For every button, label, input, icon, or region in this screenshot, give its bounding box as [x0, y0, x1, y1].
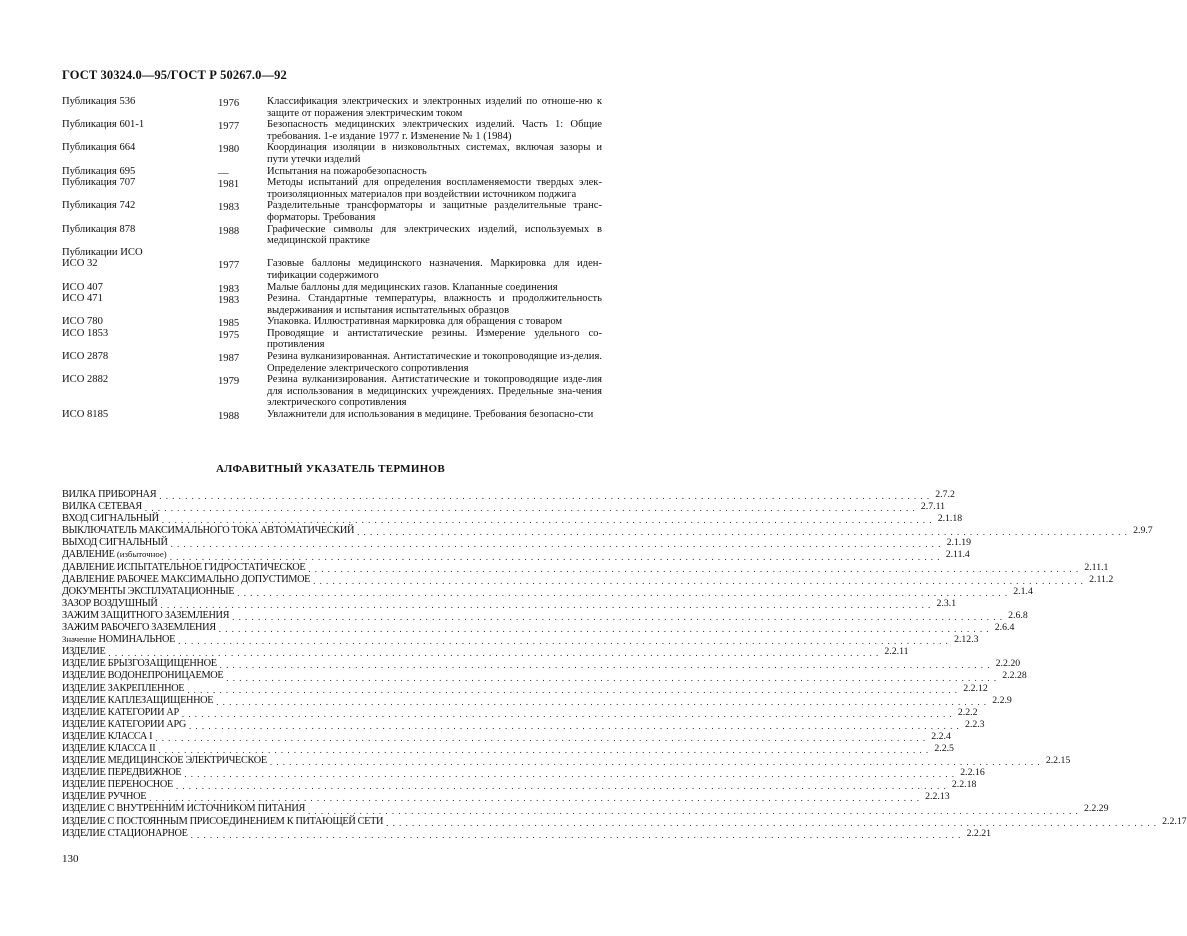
index-term-text: ИЗДЕЛИЕ ПЕРЕНОСНОЕ	[62, 779, 173, 791]
index-term	[62, 658, 217, 670]
index-row	[62, 561, 1109, 574]
index-term	[62, 779, 173, 791]
dot-leader: ........................................................................................................................	[188, 720, 963, 731]
dot-leader: ........................................................................................................................	[357, 527, 1132, 538]
index-term-text: ДАВЛЕНИЕ РАБОЧЕЕ МАКСИМАЛЬНО ДОПУСТИМОЕ	[62, 573, 311, 585]
index-row	[62, 501, 946, 514]
dot-leader: ........................................................................................................................	[307, 805, 1082, 816]
reference-description: Увлажнители для использования в медицине. Требования безопасно-сти	[267, 409, 594, 421]
index-clause-number: 2.11.4	[945, 549, 970, 561]
index-term-text: ИЗДЕЛИЕ С ВНУТРЕННИМ ИСТОЧНИКОМ ПИТАНИЯ	[62, 803, 305, 815]
index-clause-number: 2.11.1	[1084, 561, 1109, 573]
reference-row	[62, 200, 602, 223]
index-row	[62, 755, 1071, 768]
reference-publication: ИСО 1853	[62, 327, 109, 339]
reference-year: 1981	[218, 179, 240, 191]
dot-leader: ........................................................................................................................	[232, 612, 1007, 623]
index-clause-number: 2.2.21	[966, 827, 992, 839]
reference-publication: ИСО 8185	[62, 409, 109, 421]
index-term	[62, 548, 167, 561]
index-term-text: ИЗДЕЛИЕ С ПОСТОЯННЫМ ПРИСОЕДИНЕНИЕМ К ПИТАЮЩЕЙ СЕТИ	[62, 815, 384, 827]
index-row	[62, 573, 1114, 586]
index-term	[62, 525, 354, 537]
index-clause-number: 2.2.3	[964, 718, 985, 730]
dot-leader: ........................................................................................................................	[218, 624, 993, 635]
index-row	[62, 597, 957, 610]
index-term-text: ВХОД СИГНАЛЬНЫЙ	[62, 513, 159, 525]
dot-leader: ........................................................................................................................	[219, 660, 994, 671]
index-term-text: ЗАЖИМ ЗАЩИТНОГО ЗАЗЕМЛЕНИЯ	[62, 609, 230, 621]
reference-description: Проводящие и антистатические резины. Измерение удельного со-противления	[267, 327, 602, 351]
reference-row	[62, 166, 602, 178]
dot-leader: ........................................................................................................................	[190, 829, 965, 840]
index-clause-number: 2.2.17	[1162, 815, 1187, 827]
reference-publication: Публикация 707	[62, 177, 136, 189]
index-row	[62, 803, 1109, 816]
reference-publication: Публикация 878	[62, 223, 136, 235]
reference-year: 1987	[218, 353, 240, 365]
index-term-text: ИЗДЕЛИЕ БРЫЗГОЗАЩИЩЕННОЕ	[62, 658, 217, 670]
dot-leader: ........................................................................................................................	[175, 781, 950, 792]
index-row	[62, 525, 1153, 538]
index-term	[62, 646, 105, 658]
dot-leader: ........................................................................................................................	[158, 745, 933, 756]
index-term	[62, 562, 305, 574]
index-term	[62, 707, 179, 719]
dot-leader: ........................................................................................................................	[160, 599, 935, 610]
document-header: ГОСТ 30324.0—95/ГОСТ Р 50267.0—92	[62, 68, 287, 82]
index-term-note: (избыточное)	[116, 549, 167, 560]
index-term-prefix: Значение	[62, 634, 99, 645]
index-term	[62, 586, 234, 598]
index-term-text: ВЫКЛЮЧАТЕЛЬ МАКСИМАЛЬНОГО ТОКА АВТОМАТИЧЕСКИЙ	[62, 525, 355, 537]
index-clause-number: 2.2.11	[884, 646, 909, 658]
dot-leader: ........................................................................................................................	[178, 636, 953, 647]
index-clause-number: 2.2.4	[931, 730, 951, 742]
reference-description	[267, 247, 602, 259]
reference-year: 1983	[218, 202, 240, 214]
reference-publication: ИСО 780	[62, 316, 103, 328]
reference-year: 1977	[218, 260, 240, 272]
index-term-text: ВИЛКА ПРИБОРНАЯ	[62, 489, 157, 500]
index-term	[62, 574, 310, 586]
index-term-text: ДАВЛЕНИЕ	[62, 549, 115, 561]
index-term	[62, 598, 158, 610]
index-term	[62, 816, 383, 828]
index-row	[62, 489, 955, 502]
index-row	[62, 513, 963, 526]
reference-row	[62, 247, 602, 259]
dot-leader: ........................................................................................................................	[386, 817, 1161, 828]
index-term-text: ЗАЖИМ РАБОЧЕГО ЗАЗЕМЛЕНИЯ	[62, 622, 216, 634]
reference-publication: ИСО 32	[62, 258, 98, 270]
reference-publication: ИСО 2878	[62, 351, 109, 363]
dot-leader: ........................................................................................................................	[155, 732, 930, 743]
dot-leader: ........................................................................................................................	[237, 587, 1012, 598]
index-term-text: ИЗДЕЛИЕ МЕДИЦИНСКОЕ ЭЛЕКТРИЧЕСКОЕ	[62, 755, 267, 767]
reference-year: —	[218, 167, 229, 179]
reference-year: 1976	[218, 98, 240, 109]
reference-publication: Публикация 664	[62, 142, 136, 154]
index-row	[62, 658, 1021, 671]
index-row	[62, 609, 1028, 623]
index-term-text: ИЗДЕЛИЕ КЛАССА II	[62, 742, 156, 754]
reference-publication: ИСО 471	[62, 293, 103, 305]
index-clause-number: 2.7.11	[920, 501, 946, 513]
index-term	[62, 489, 156, 501]
reference-row	[62, 293, 602, 316]
reference-row	[62, 224, 602, 247]
index-term-text: ВЫХОД СИГНАЛЬНЫЙ	[62, 537, 168, 549]
reference-row	[62, 258, 602, 281]
reference-row	[62, 374, 602, 409]
index-clause-number: 2.6.8	[1008, 609, 1028, 621]
reference-row	[62, 96, 602, 119]
reference-year: 1983	[218, 283, 240, 295]
index-term-text: ИЗДЕЛИЕ СТАЦИОНАРНОЕ	[62, 827, 188, 839]
index-row	[62, 646, 909, 659]
index-clause-number: 2.2.12	[963, 682, 988, 694]
index-row	[62, 815, 1187, 828]
reference-description: Резина вулканизированная. Антистатические и токопроводящие из-делия. Определение электрического сопротивления	[267, 351, 602, 374]
reference-description: Разделительные трансформаторы и защитные разделительные транс-форматоры. Требования	[267, 200, 602, 223]
reference-description: Испытания на пожаробезопасность	[267, 165, 427, 177]
reference-description: Малые баллоны для медицинских газов. Клапанные соединения	[267, 281, 558, 293]
index-term	[62, 743, 155, 755]
reference-description: Координация изоляции в низковольтных системах, включая зазоры и пути утечки изделий	[267, 142, 602, 165]
reference-row	[62, 177, 602, 200]
index-clause-number: 2.3.1	[936, 597, 957, 609]
dot-leader: ........................................................................................................................	[269, 757, 1044, 768]
index-term	[62, 695, 213, 707]
dot-leader: ........................................................................................................................	[313, 575, 1088, 586]
reference-description: Упаковка. Иллюстративная маркировка для обращения с товаром	[267, 316, 563, 328]
index-clause-number: 2.1.18	[937, 513, 963, 525]
index-row	[62, 827, 992, 840]
dot-leader: ........................................................................................................................	[181, 708, 956, 719]
reference-year: 1975	[218, 329, 240, 341]
index-clause-number: 2.2.29	[1083, 803, 1109, 815]
reference-publication: Публикация 601-1	[62, 119, 145, 131]
reference-year: 1983	[218, 295, 240, 307]
index-clause-number: 2.1.4	[1013, 585, 1033, 597]
index-row	[62, 706, 978, 719]
index-term	[62, 719, 186, 731]
index-clause-number: 2.2.16	[960, 767, 985, 779]
index-term-text: ИЗДЕЛИЕ КЛАССА I	[62, 730, 153, 742]
dot-leader: ........................................................................................................................	[170, 539, 945, 550]
reference-description: Газовые баллоны медицинского назначения. Маркировка для иден-тификации содержимого	[267, 258, 602, 281]
dot-leader: ........................................................................................................................	[159, 491, 934, 502]
index-term	[62, 670, 223, 682]
reference-description: Методы испытаний для определения воспламеняемости твердых элек-троизоляционных материалов при воздействии источником поджига	[267, 177, 602, 200]
index-term-text: ИЗДЕЛИЕ РУЧНОЕ	[62, 791, 147, 803]
dot-leader: ........................................................................................................................	[184, 769, 959, 780]
index-clause-number: 2.2.15	[1045, 755, 1071, 767]
dot-leader: ........................................................................................................................	[161, 515, 936, 526]
reference-row	[62, 119, 602, 142]
reference-description: Классификация электрических и электронных изделий по отноше-ню к защите от поражения электрическим током	[267, 96, 602, 119]
index-clause-number: 2.2.9	[992, 694, 1012, 706]
index-term-text: ИЗДЕЛИЕ КАТЕГОРИИ AP	[62, 706, 179, 718]
reference-year: 1979	[218, 376, 240, 388]
index-clause-number: 2.6.4	[994, 622, 1015, 634]
reference-row	[62, 328, 602, 351]
index-term-text: ДОКУМЕНТЫ ЭКСПЛУАТАЦИОННЫЕ	[62, 585, 235, 597]
index-row	[62, 742, 954, 756]
index-row	[62, 718, 985, 731]
index-clause-number: 2.9.7	[1133, 525, 1153, 537]
index-term-text: ИЗДЕЛИЕ ПЕРЕДВИЖНОЕ	[62, 767, 182, 779]
reference-publication: ИСО 407	[62, 281, 103, 293]
index-term	[62, 803, 305, 815]
page-number: 130	[62, 853, 79, 865]
index-term-text: ЗАЗОР ВОЗДУШНЫЙ	[62, 597, 158, 609]
reference-publication: Публикация 695	[62, 165, 136, 177]
index-clause-number: 2.2.28	[1002, 670, 1027, 682]
reference-row	[62, 142, 602, 165]
index-term-text: ДАВЛЕНИЕ ИСПЫТАТЕЛЬНОЕ ГИДРОСТАТИЧЕСКОЕ	[62, 561, 306, 573]
index-term-text: ИЗДЕЛИЕ	[62, 646, 106, 658]
index-term-text: ИЗДЕЛИЕ КАТЕГОРИИ APG	[62, 718, 186, 730]
index-term	[62, 731, 152, 743]
reference-publication: Публикация 742	[62, 200, 136, 212]
reference-year: 1977	[218, 121, 240, 133]
reference-publication: Публикация 536	[62, 96, 136, 107]
reference-year: 1985	[218, 318, 240, 330]
index-row	[62, 767, 985, 780]
index-term	[62, 755, 267, 767]
reference-publication: ИСО 2882	[62, 374, 109, 386]
index-term	[62, 610, 229, 622]
index-clause-number: 2.2.2	[957, 706, 978, 718]
reference-row	[62, 409, 602, 421]
dot-leader: ........................................................................................................................	[144, 503, 919, 514]
index-clause-number: 2.11.2	[1089, 573, 1114, 585]
index-row	[62, 791, 950, 804]
reference-description: Безопасность медицинских электрических изделий. Часть 1: Общие требования. 1-е издание 1977 г. Изменение № 1 (1984)	[267, 119, 602, 142]
index-clause-number: 2.2.5	[934, 742, 954, 754]
dot-leader: ........................................................................................................................	[169, 551, 944, 562]
reference-year: 1980	[218, 144, 240, 156]
reference-row	[62, 351, 602, 374]
index-term	[62, 791, 146, 803]
index-row	[62, 549, 970, 562]
index-row	[62, 682, 988, 695]
index-term-text: ВИЛКА СЕТЕВАЯ	[62, 501, 142, 513]
reference-description: Резина вулканизирования. Антистатические и токопроводящие изде-лия для использования в медицинских учреждениях. Предельные зна-чения электрического сопротивления	[267, 374, 602, 409]
index-term	[62, 828, 188, 840]
index-row	[62, 730, 951, 743]
index-term-text: ИЗДЕЛИЕ КАПЛЕЗАЩИЩЕННОЕ	[62, 694, 214, 706]
index-clause-number: 2.12.3	[954, 634, 979, 646]
index-term	[62, 513, 159, 525]
dot-leader: ........................................................................................................................	[216, 696, 991, 707]
reference-year: 1988	[218, 411, 240, 423]
reference-row	[62, 316, 602, 328]
reference-description: Резина. Стандартные температуры, влажность и продолжительность выдерживания и испытания испытательных образцов	[267, 293, 602, 316]
index-row	[62, 694, 1012, 707]
index-clause-number: 2.2.20	[995, 658, 1021, 670]
index-row	[62, 634, 979, 647]
index-row	[62, 670, 1027, 683]
index-term	[62, 633, 175, 646]
dot-leader: ........................................................................................................................	[187, 684, 962, 695]
index-term-text: НОМИНАЛЬНОЕ	[98, 634, 176, 646]
index-clause-number: 2.1.19	[946, 537, 972, 549]
index-row	[62, 585, 1033, 598]
reference-description: Графические символы для электрических изделий, используемых в медицинской практике	[267, 223, 602, 247]
index-term-text: ИЗДЕЛИЕ ЗАКРЕПЛЕННОЕ	[62, 682, 185, 694]
index-title: АЛФАВИТНЫЙ УКАЗАТЕЛЬ ТЕРМИНОВ	[215, 463, 446, 475]
index-term	[62, 767, 181, 779]
index-clause-number: 2.2.18	[951, 779, 977, 791]
reference-year: 1988	[218, 225, 240, 237]
references-list	[62, 96, 602, 421]
index-clause-number: 2.2.13	[925, 791, 950, 803]
terms-index	[62, 489, 1187, 840]
reference-publication: Публикации ИСО	[62, 246, 143, 258]
index-row	[62, 779, 977, 792]
index-term	[62, 683, 184, 695]
dot-leader: ........................................................................................................................	[108, 648, 883, 659]
index-term-text: ИЗДЕЛИЕ ВОДОНЕПРОНИЦАЕМОЕ	[62, 670, 224, 682]
dot-leader: ........................................................................................................................	[226, 672, 1001, 683]
dot-leader: ........................................................................................................................	[149, 793, 924, 804]
reference-row	[62, 282, 602, 294]
dot-leader: ........................................................................................................................	[308, 563, 1083, 574]
index-clause-number: 2.7.2	[935, 489, 955, 500]
index-term	[62, 501, 142, 513]
